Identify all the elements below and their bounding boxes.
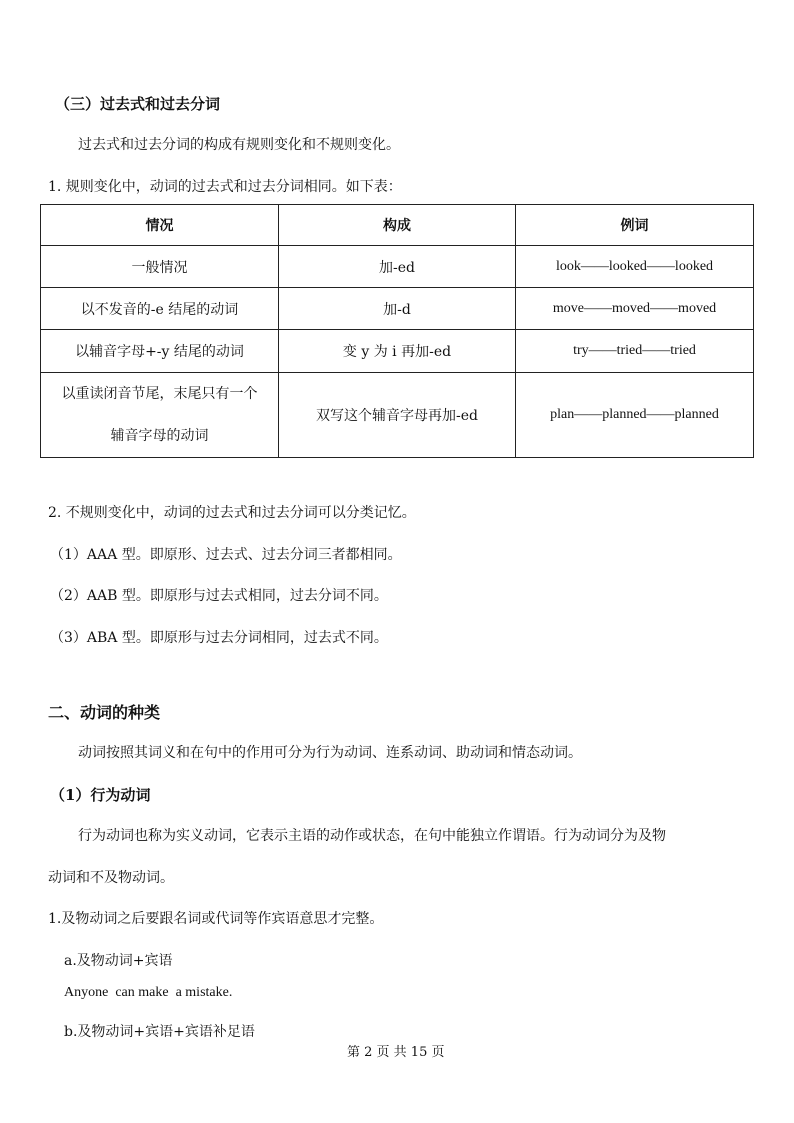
table-header-row — [41, 205, 754, 246]
row-case-line1: 以重读闭音节尾，末尾只有一个 — [61, 385, 258, 402]
irregular-item-aba: （3）ABA 型。即原形与过去分词相同，过去式不同。 — [50, 630, 388, 646]
verb-types-heading: 二、动词的种类 — [48, 703, 161, 722]
table-row — [41, 246, 754, 288]
row-case: 以辅音字母+-y 结尾的动词 — [41, 330, 279, 372]
pattern-b: b.及物动词+宾语+宾语补足语 — [64, 1024, 255, 1040]
page-footer: 第 2 页 共 15 页 — [347, 1045, 445, 1060]
action-verb-paragraph-line1: 行为动词也称为实义动词，它表示主语的动作或状态，在句中能独立作谓语。行为动词分为及物 — [78, 828, 666, 844]
table-row — [41, 288, 754, 330]
pattern-a: a.及物动词+宾语 — [64, 953, 173, 969]
regular-change-table — [40, 204, 754, 458]
row-case: 以不发音的-e 结尾的动词 — [41, 288, 279, 330]
row-case-line2: 辅音字母的动词 — [110, 427, 209, 444]
verb-types-intro: 动词按照其词义和在句中的作用可分为行为动词、连系动词、助动词和情态动词。 — [78, 745, 582, 761]
action-verb-heading: （1）行为动词 — [50, 786, 151, 804]
transitive-heading: 1.及物动词之后要跟名词或代词等作宾语意思才完整。 — [48, 911, 384, 927]
row-example: try——tried——tried — [516, 330, 754, 372]
header-formation: 构成 — [279, 205, 516, 246]
table-row — [41, 330, 754, 372]
row-case — [41, 372, 279, 457]
row-example: plan——planned——planned — [516, 372, 754, 457]
row-formation: 加-ed — [279, 246, 516, 288]
table-row — [41, 372, 754, 457]
header-example: 例词 — [516, 205, 754, 246]
irregular-item-aab: （2）AAB 型。即原形与过去式相同，过去分词不同。 — [50, 588, 388, 604]
regular-heading: 1. 规则变化中，动词的过去式和过去分词相同。如下表： — [48, 179, 402, 195]
example-sentence: Anyone can make a mistake. — [64, 985, 233, 1000]
header-case: 情况 — [41, 205, 279, 246]
row-formation: 双写这个辅音字母再加-ed — [279, 372, 516, 457]
intro-text: 过去式和过去分词的构成有规则变化和不规则变化。 — [78, 137, 400, 153]
row-formation: 变 y 为 i 再加-ed — [279, 330, 516, 372]
section-heading: （三）过去式和过去分词 — [55, 95, 221, 113]
row-case: 一般情况 — [41, 246, 279, 288]
action-verb-paragraph-line2: 动词和不及物动词。 — [48, 870, 174, 886]
row-formation: 加-d — [279, 288, 516, 330]
irregular-heading: 2. 不规则变化中，动词的过去式和过去分词可以分类记忆。 — [48, 505, 416, 521]
irregular-item-aaa: （1）AAA 型。即原形、过去式、过去分词三者都相同。 — [50, 547, 402, 563]
row-example: look——looked——looked — [516, 246, 754, 288]
row-example: move——moved——moved — [516, 288, 754, 330]
